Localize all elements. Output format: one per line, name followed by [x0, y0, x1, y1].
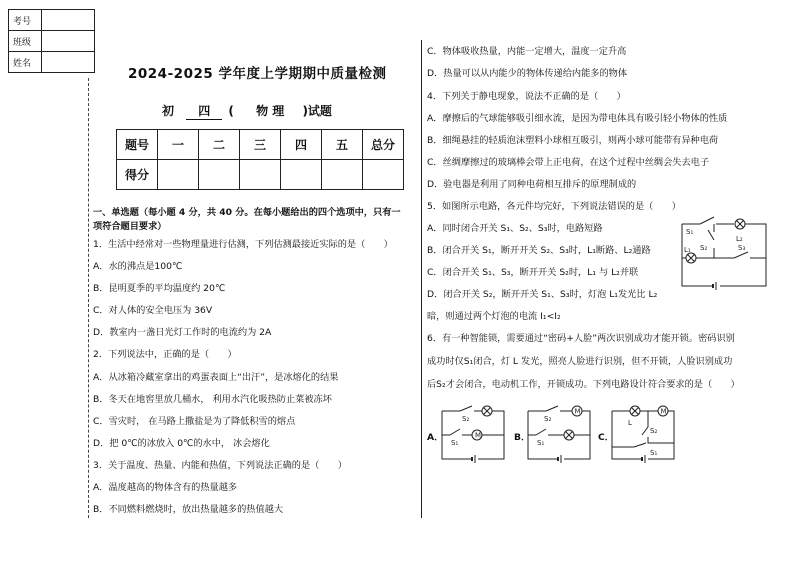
score-table — [116, 129, 404, 190]
q6-option-a-label[interactable]: A． — [427, 432, 444, 443]
question-4: 4．下列关于静电现象，说法不正确的是（ ） — [427, 91, 626, 102]
switch-s2-blade — [460, 406, 472, 411]
q4-option-c[interactable]: C．丝绸摩擦过的玻璃棒会带上正电荷，在这个过程中丝绸会失去电子 — [427, 157, 710, 168]
binding-line — [88, 78, 89, 518]
q5-option-d-line2: 暗，则通过两个灯泡的电流 I₁<I₂ — [427, 311, 561, 322]
q4-option-d[interactable]: D．验电器是利用了同种电荷相互排斥的原理制成的 — [427, 179, 637, 190]
score-cell[interactable] — [281, 160, 322, 190]
score-value-row — [117, 160, 404, 190]
score-header-cell: 五 — [322, 130, 363, 160]
circuit-label: M — [660, 407, 667, 416]
q5-circuit-diagram — [672, 212, 772, 292]
section-heading-line1: 一、单选题（每小题 4 分，共 40 分。在每小题给出的四个选项中，只有一 — [93, 207, 401, 218]
exam-no-field[interactable] — [42, 10, 95, 31]
q2-option-c[interactable]: C．雪灾时， 在马路上撒盐是为了降低积雪的熔点 — [93, 416, 296, 427]
column-divider — [421, 40, 422, 518]
score-cell[interactable] — [322, 160, 363, 190]
switch-s2-blade — [642, 427, 648, 435]
q3-option-a[interactable]: A．温度越高的物体含有的热量越多 — [93, 482, 238, 493]
question-6-line3: 后S₂才会闭合，电动机工作，开锁成功。下列电路设计符合要求的是（ ） — [427, 379, 740, 390]
label-s1: S₁ — [686, 228, 694, 236]
question-5: 5．如图所示电路，各元件均完好，下列说法错误的是（ ） — [427, 201, 681, 212]
q6-circuit-b — [524, 403, 596, 465]
q6-circuit-a — [438, 403, 510, 465]
score-header-cell: 总分 — [363, 130, 404, 160]
subtitle-subject: 物 理 — [256, 104, 285, 118]
score-cell[interactable] — [240, 160, 281, 190]
q2-option-a[interactable]: A．从冰箱冷藏室拿出的鸡蛋表面上“出汗”，是冰熔化的结果 — [93, 372, 339, 383]
circuit-label: S₂ — [650, 427, 658, 435]
switch-s1-blade — [536, 429, 546, 435]
q5-option-a[interactable]: A．同时闭合开关 S₁、S₂、S₃时，电路短路 — [427, 223, 603, 234]
q5-option-c[interactable]: C．闭合开关 S₁、S₃，断开开关 S₂时，L₁ 与 L₂并联 — [427, 267, 639, 278]
q1-option-a[interactable]: A．水的沸点是100℃ — [93, 261, 183, 272]
q6-option-b-label[interactable]: B． — [514, 432, 531, 443]
q2-option-d[interactable]: D．把 0℃的冰放入 0℃的水中， 冰会熔化 — [93, 438, 270, 449]
label-l1: L₁ — [684, 246, 691, 254]
score-header-cell: 四 — [281, 130, 322, 160]
switch-s1-blade — [450, 429, 460, 435]
score-header-row — [117, 130, 404, 160]
circuit-label: M — [475, 431, 482, 440]
class-field[interactable] — [42, 31, 95, 52]
label-s3: S₃ — [738, 244, 746, 252]
score-cell[interactable] — [363, 160, 404, 190]
q1-option-d[interactable]: D．教室内一盏日光灯工作时的电流约为 2A — [93, 327, 272, 338]
q4-option-a[interactable]: A．摩擦后的气球能够吸引细水流，是因为带电体具有吸引轻小物体的性质 — [427, 113, 728, 124]
question-1: 1．生活中经常对一些物理量进行估测，下列估测最接近实际的是（ ） — [93, 239, 393, 250]
circuit-label: S₂ — [544, 415, 552, 423]
switch-s2-blade — [546, 406, 558, 411]
subtitle-grade: 初 — [162, 104, 175, 118]
circuit-label: L — [628, 419, 632, 427]
q2-option-b[interactable]: B．冬天在地窖里放几桶水， 利用水汽化吸热防止菜被冻坏 — [93, 394, 332, 405]
q6-circuit-c — [608, 403, 680, 465]
switch-s2-blade — [708, 230, 714, 240]
score-cell[interactable] — [158, 160, 199, 190]
score-header-cell: 一 — [158, 130, 199, 160]
circuit-label: M — [574, 407, 581, 416]
q5-option-d-line1[interactable]: D．闭合开关 S₂，断开开关 S₁、S₃时，灯泡 L₁发光比 L₂ — [427, 289, 658, 300]
question-6-line1: 6．有一种智能锁，需要通过“密码+人脸”两次识别成功才能开锁。密码识别 — [427, 333, 735, 344]
switch-s1-blade — [700, 217, 714, 224]
subtitle-open: ( — [228, 104, 234, 118]
question-6-line2: 成功时仅S₁闭合，灯 L 发光，照亮人脸进行识别，但不开锁，人脸识别成功 — [427, 356, 733, 367]
label-s2: S₂ — [700, 244, 708, 252]
q1-option-c[interactable]: C．对人体的安全电压为 36V — [93, 305, 213, 316]
section-heading-line2: 项符合题目要求） — [93, 221, 167, 232]
name-field[interactable] — [42, 52, 95, 73]
exam-no-label: 考号 — [9, 10, 42, 31]
subtitle-tail: )试题 — [302, 104, 332, 118]
q3-option-b[interactable]: B．不同燃料燃烧时，放出热量越多的热值越大 — [93, 504, 284, 515]
q4-option-b[interactable]: B．细绳悬挂的轻质泡沫塑料小球相互吸引，则两小球可能带有异种电荷 — [427, 135, 719, 146]
q5-option-b[interactable]: B．闭合开关 S₁，断开开关 S₂、S₃时，L₁断路、L₂通路 — [427, 245, 651, 256]
circuit-label: S₂ — [462, 415, 470, 423]
student-info-box — [8, 9, 95, 73]
score-row-label: 得分 — [117, 160, 158, 190]
circuit-label: S₁ — [451, 439, 459, 447]
score-header-cell: 三 — [240, 130, 281, 160]
q3-option-c[interactable]: C．物体吸收热量，内能一定增大，温度一定升高 — [427, 46, 627, 57]
circuit-label: S₁ — [537, 439, 545, 447]
q3-option-d[interactable]: D．热量可以从内能少的物体传递给内能多的物体 — [427, 68, 628, 79]
exam-title: 2024-2025 学年度上学期期中质量检测 — [128, 66, 387, 82]
class-label: 班级 — [9, 31, 42, 52]
subtitle-grade-value: 四 — [186, 102, 222, 120]
name-label: 姓名 — [9, 52, 42, 73]
q1-option-b[interactable]: B．昆明夏季的平均温度约 20℃ — [93, 283, 226, 294]
score-header-cell: 二 — [199, 130, 240, 160]
score-cell[interactable] — [199, 160, 240, 190]
subtitle — [162, 102, 332, 120]
score-header-cell: 题号 — [117, 130, 158, 160]
label-l2: L₂ — [736, 235, 743, 243]
q6-option-c-label[interactable]: C． — [598, 432, 614, 443]
question-3: 3．关于温度、热量、内能和热值，下列说法正确的是（ ） — [93, 460, 347, 471]
switch-s1-blade — [634, 443, 646, 447]
switch-s3-blade — [734, 252, 748, 258]
circuit-label: S₁ — [650, 449, 658, 457]
question-2: 2．下列说法中，正确的是（ ） — [93, 349, 237, 360]
